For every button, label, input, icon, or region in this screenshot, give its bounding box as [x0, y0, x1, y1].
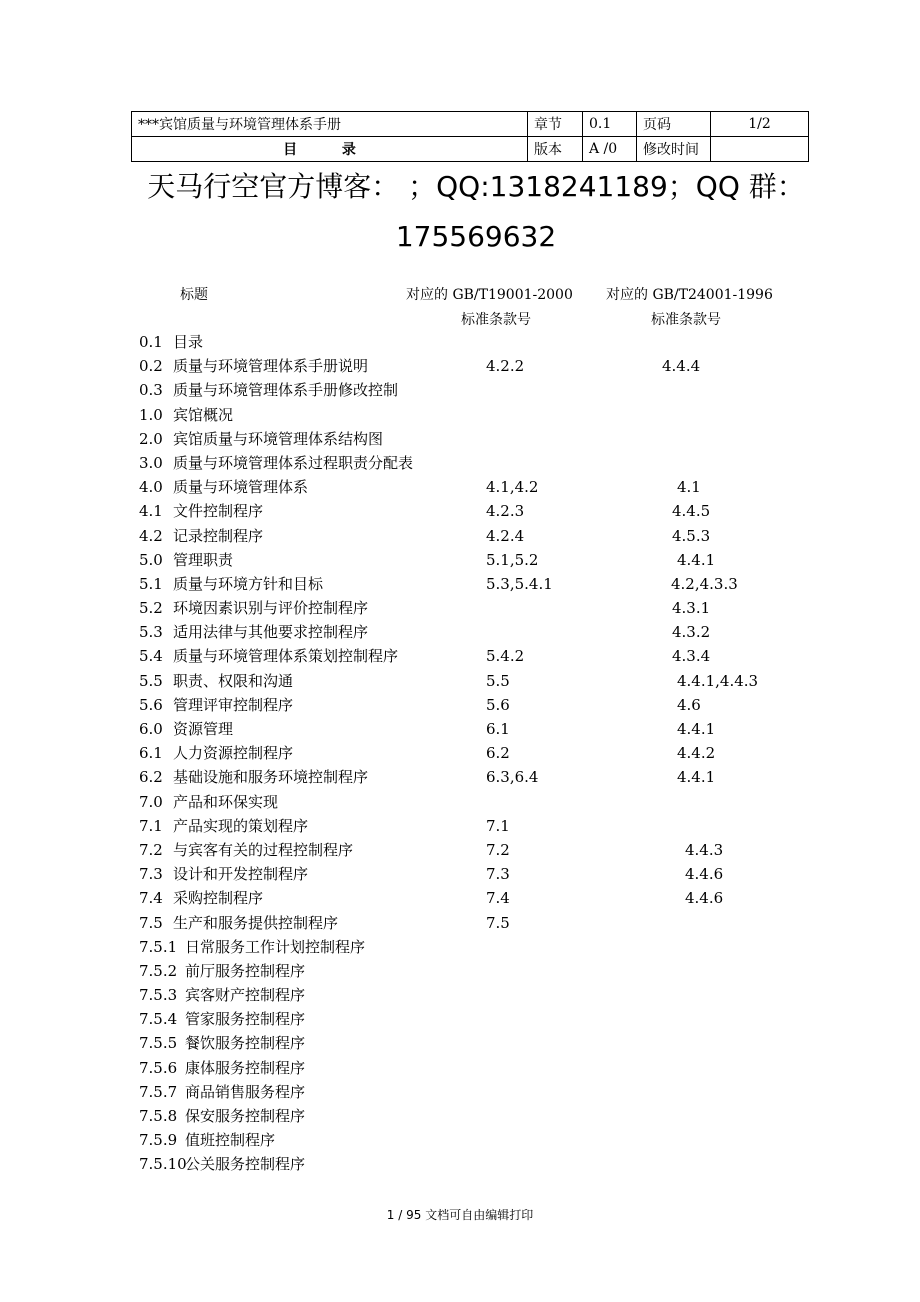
toc-title: 管理职责	[173, 550, 234, 569]
toc-row	[137, 1152, 797, 1176]
toc-number: 7.2	[139, 840, 163, 859]
toc-title: 基础设施和服务环境控制程序	[173, 768, 369, 787]
toc-row	[137, 765, 797, 789]
toc-gb2-clause: 4.4.1	[677, 550, 716, 569]
toc-row	[137, 1031, 797, 1055]
toc-row	[137, 1007, 797, 1031]
column-header-gb1-sub: 标准条款号	[461, 312, 531, 328]
toc-gb1-clause: 4.2.2	[486, 357, 525, 376]
toc-gb1-clause: 5.6	[486, 695, 510, 714]
toc-row	[137, 935, 797, 959]
toc-gb2-clause: 4.4.2	[677, 744, 716, 763]
toc-gb1-clause: 7.4	[486, 889, 510, 908]
toc-title: 设计和开发控制程序	[173, 865, 309, 884]
toc-number: 0.1	[139, 333, 163, 351]
toc-gb2-clause: 4.3.4	[672, 647, 711, 666]
toc-gb1-clause: 5.4.2	[486, 647, 525, 666]
toc-title: 产品和环保实现	[173, 792, 279, 811]
version-value: A /0	[583, 137, 637, 162]
modified-label: 修改时间	[637, 137, 711, 162]
document-header-table	[131, 111, 809, 162]
page-label: 页码	[637, 112, 711, 137]
toc-row	[137, 1080, 797, 1104]
toc-row	[137, 838, 797, 862]
toc-title: 目录	[173, 333, 204, 351]
toc-gb1-clause: 6.1	[486, 720, 510, 738]
toc-number: 5.2	[139, 599, 163, 618]
toc-row	[137, 717, 797, 741]
toc-number: 5.0	[139, 550, 163, 569]
toc-row	[137, 354, 797, 378]
toc-title: 餐饮服务控制程序	[185, 1034, 306, 1053]
toc-title: 记录控制程序	[173, 526, 264, 545]
toc-number: 7.5.3	[139, 986, 178, 1005]
toc-gb1-clause: 4.1,4.2	[486, 478, 539, 497]
toc-gb2-clause: 4.4.1	[677, 720, 716, 738]
section-title: 目 录	[132, 137, 528, 162]
toc-gb2-clause: 4.2,4.3.3	[671, 574, 738, 593]
toc-row	[137, 475, 797, 499]
toc-row	[137, 499, 797, 523]
toc-gb2-clause: 4.3.2	[672, 623, 711, 642]
toc-gb1-clause: 5.1,5.2	[486, 550, 539, 569]
toc-number: 7.5	[139, 913, 163, 932]
toc-title: 管理评审控制程序	[173, 695, 294, 714]
toc-row	[137, 548, 797, 572]
toc-number: 7.5.9	[139, 1131, 178, 1150]
chapter-label: 章节	[528, 112, 583, 137]
toc-title: 商品销售服务程序	[185, 1082, 306, 1101]
toc-number: 6.0	[139, 720, 163, 738]
toc-title: 康体服务控制程序	[185, 1058, 306, 1077]
version-label: 版本	[528, 137, 583, 162]
toc-row	[137, 378, 797, 402]
toc-number: 4.0	[139, 478, 163, 497]
toc-number: 0.3	[139, 381, 163, 400]
toc-title: 人力资源控制程序	[173, 744, 294, 763]
toc-gb2-clause: 4.5.3	[672, 526, 711, 545]
toc-title: 值班控制程序	[185, 1131, 276, 1150]
toc-gb2-clause: 4.4.3	[685, 840, 724, 859]
toc-gb1-clause: 6.3,6.4	[486, 768, 539, 787]
toc-gb2-clause: 4.4.4	[662, 357, 701, 376]
toc-gb1-clause: 5.5	[486, 671, 510, 690]
toc-row	[137, 814, 797, 838]
toc-row	[137, 644, 797, 668]
toc-row	[137, 427, 797, 451]
toc-number: 4.1	[139, 502, 163, 521]
toc-row	[137, 911, 797, 935]
toc-gb2-clause: 4.4.1	[677, 768, 716, 787]
blog-line-2: 175569632	[395, 220, 557, 253]
toc-row	[137, 959, 797, 983]
toc-row	[137, 620, 797, 644]
toc-number: 7.5.5	[139, 1034, 178, 1053]
modified-value	[711, 137, 809, 162]
toc-title: 文件控制程序	[173, 502, 264, 521]
toc-gb1-clause: 6.2	[486, 744, 510, 763]
toc-gb1-clause: 7.3	[486, 865, 510, 884]
toc-row	[137, 1128, 797, 1152]
toc-row	[137, 330, 797, 354]
toc-number: 5.4	[139, 647, 163, 666]
toc-number: 7.5.10	[139, 1155, 187, 1174]
toc-gb2-clause: 4.3.1	[672, 599, 711, 618]
toc-title: 质量与环境管理体系过程职责分配表	[173, 453, 414, 472]
toc-row	[137, 741, 797, 765]
toc-title: 产品实现的策划程序	[173, 816, 309, 835]
column-header-gb1: 对应的 GB/T19001-2000	[406, 287, 573, 303]
toc-row	[137, 524, 797, 548]
toc-number: 5.1	[139, 574, 163, 593]
chapter-value: 0.1	[583, 112, 637, 137]
toc-title: 质量与环境管理体系	[173, 478, 309, 497]
toc-number: 0.2	[139, 357, 163, 376]
toc-row	[137, 1056, 797, 1080]
toc-row	[137, 693, 797, 717]
toc-number: 5.3	[139, 623, 163, 642]
toc-title: 公关服务控制程序	[185, 1155, 306, 1174]
toc-number: 4.2	[139, 526, 163, 545]
toc-row	[137, 862, 797, 886]
toc-number: 7.4	[139, 889, 163, 908]
toc-gb1-clause: 7.2	[486, 840, 510, 859]
column-header-gb2-sub: 标准条款号	[651, 312, 721, 328]
toc-gb1-clause: 7.1	[486, 816, 510, 835]
toc-row	[137, 790, 797, 814]
toc-row	[137, 669, 797, 693]
toc-number: 7.5.4	[139, 1010, 178, 1029]
column-header-title: 标题	[180, 287, 208, 303]
toc-title: 采购控制程序	[173, 889, 264, 908]
toc-number: 7.1	[139, 816, 163, 835]
toc-title: 宾馆质量与环境管理体系结构图	[173, 429, 384, 448]
toc-number: 3.0	[139, 453, 163, 472]
toc-number: 7.3	[139, 865, 163, 884]
manual-title: ***宾馆质量与环境管理体系手册	[132, 112, 528, 137]
column-header-gb2: 对应的 GB/T24001-1996	[606, 287, 773, 303]
toc-number: 7.5.7	[139, 1082, 178, 1101]
toc-gb1-clause: 7.5	[486, 913, 510, 932]
toc-number: 7.5.8	[139, 1107, 178, 1125]
toc-number: 5.5	[139, 671, 163, 690]
blog-line-1: 天马行空官方博客： ；QQ:1318241189；QQ 群：	[147, 170, 805, 203]
toc-row	[137, 983, 797, 1007]
toc-title: 适用法律与其他要求控制程序	[173, 623, 369, 642]
toc-number: 2.0	[139, 429, 163, 448]
toc-title: 前厅服务控制程序	[185, 961, 306, 980]
toc-row	[137, 403, 797, 427]
toc-title: 质量与环境管理体系手册说明	[173, 357, 369, 376]
toc-row	[137, 596, 797, 620]
toc-number: 7.0	[139, 792, 163, 811]
toc-gb1-clause: 4.2.3	[486, 502, 525, 521]
toc-number: 5.6	[139, 695, 163, 714]
toc-number: 7.5.2	[139, 961, 178, 980]
toc-number: 6.2	[139, 768, 163, 787]
toc-title: 与宾客有关的过程控制程序	[173, 840, 354, 859]
toc-gb2-clause: 4.6	[677, 695, 701, 714]
toc-gb2-clause: 4.4.5	[672, 502, 711, 521]
toc-gb2-clause: 4.4.6	[685, 865, 724, 884]
toc-number: 1.0	[139, 405, 163, 424]
toc-title: 职责、权限和沟通	[173, 671, 294, 690]
toc-gb1-clause: 5.3,5.4.1	[486, 574, 553, 593]
page-footer: 1 / 95 文档可自由编辑打印	[386, 1208, 534, 1222]
blog-banner	[136, 162, 816, 262]
toc-gb2-clause: 4.1	[677, 478, 701, 497]
toc-gb1-clause: 4.2.4	[486, 526, 525, 545]
toc-title: 日常服务工作计划控制程序	[185, 937, 366, 956]
toc-title: 质量与环境方针和目标	[173, 574, 324, 593]
page-value: 1/2	[711, 112, 809, 137]
toc-title: 资源管理	[173, 720, 234, 738]
table-of-contents	[137, 330, 797, 1177]
toc-row	[137, 1104, 797, 1128]
toc-title: 管家服务控制程序	[185, 1010, 306, 1029]
toc-row	[137, 886, 797, 910]
toc-title: 生产和服务提供控制程序	[173, 913, 339, 932]
toc-row	[137, 572, 797, 596]
toc-title: 质量与环境管理体系手册修改控制	[173, 381, 399, 400]
toc-title: 宾馆概况	[173, 405, 234, 424]
toc-title: 宾客财产控制程序	[185, 986, 306, 1005]
toc-number: 7.5.6	[139, 1058, 178, 1077]
toc-title: 保安服务控制程序	[185, 1107, 306, 1125]
toc-row	[137, 451, 797, 475]
toc-title: 质量与环境管理体系策划控制程序	[173, 647, 399, 666]
toc-number: 6.1	[139, 744, 163, 763]
toc-title: 环境因素识别与评价控制程序	[173, 599, 369, 618]
toc-number: 7.5.1	[139, 937, 178, 956]
toc-gb2-clause: 4.4.1,4.4.3	[677, 671, 759, 690]
toc-gb2-clause: 4.4.6	[685, 889, 724, 908]
